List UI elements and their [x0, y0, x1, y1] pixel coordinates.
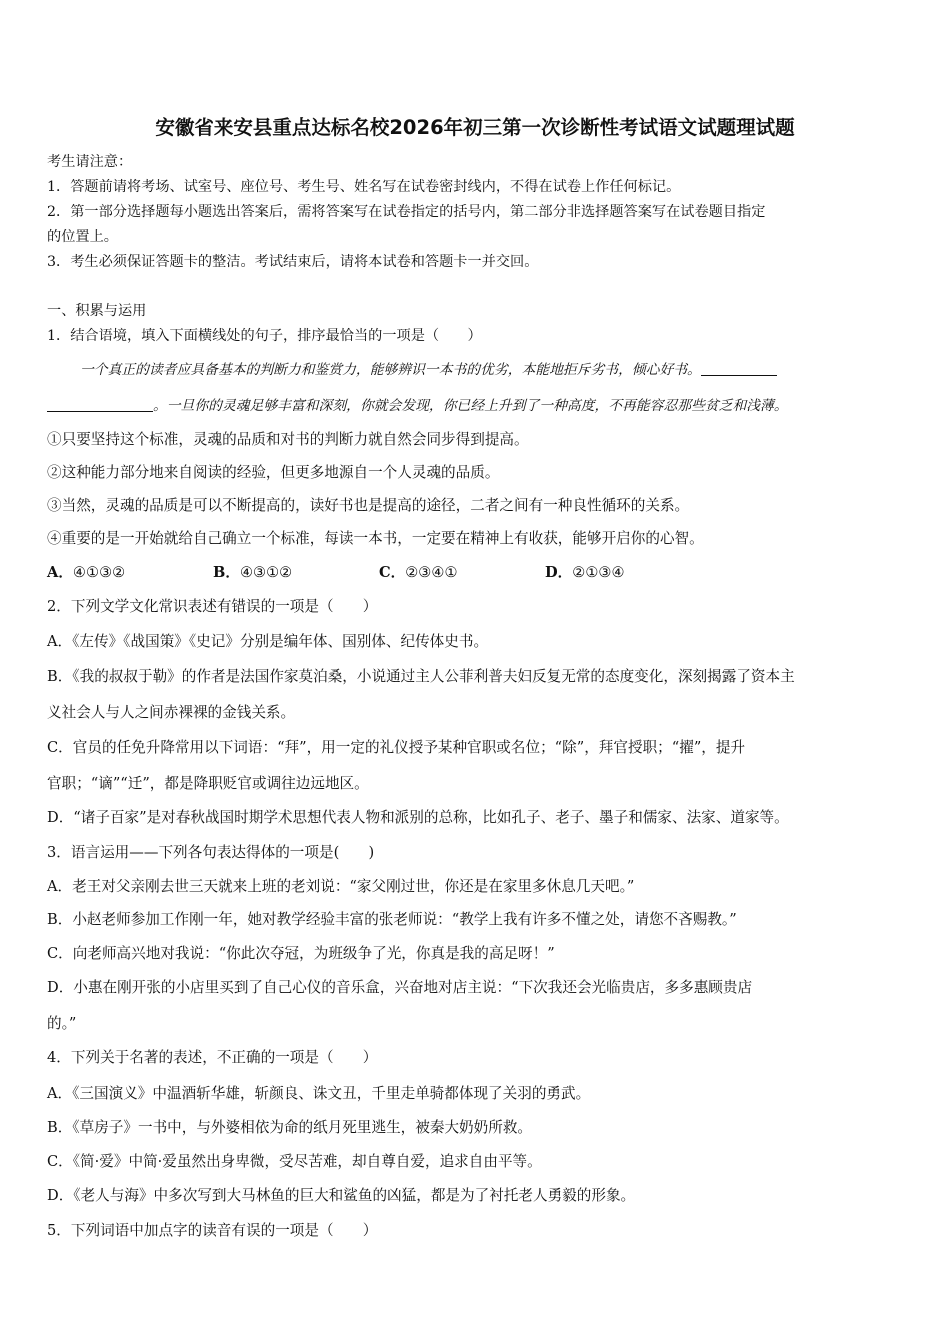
q1-option-a[interactable]: A．④①③② — [47, 564, 126, 581]
q1-option-d[interactable]: D．②①③④ — [545, 564, 625, 581]
q1-sentence-2: ②这种能力部分地来自阅读的经验，但更多地源自一个人灵魂的品质。 — [47, 464, 500, 481]
q1-sentence-3: ③当然，灵魂的品质是可以不断提高的，读好书也是提高的途径，二者之间有一种良性循环的关系。 — [47, 497, 690, 514]
q1-passage-text-b: 。一旦你的灵魂足够丰富和深刻，你就会发现，你已经上升到了一种高度，不再能容忍那些贫乏和浅薄。 — [153, 398, 788, 414]
q2-option-c-cont: 官职；“谪”“迁”，都是降职贬官或调往边远地区。 — [47, 775, 369, 792]
q2-option-d[interactable]: D．“诸子百家”是对春秋战国时期学术思想代表人物和派别的总称，比如孔子、老子、墨子和儒家、法家、道家等。 — [47, 809, 789, 826]
q3-option-a[interactable]: A．老王对父亲刚去世三天就来上班的老刘说：“家父刚过世，你还是在家里多休息几天吧。” — [47, 878, 635, 895]
q3-option-b[interactable]: B．小赵老师参加工作刚一年，她对教学经验丰富的张老师说：“教学上我有许多不懂之处，请您不吝赐教。” — [47, 911, 737, 928]
q1-option-b[interactable]: B．④③①② — [213, 564, 293, 581]
q3-stem: 3．语言运用——下列各句表达得体的一项是( ) — [47, 844, 375, 861]
notice-item-2-cont: 的位置上。 — [47, 229, 118, 245]
q4-option-d[interactable]: D．《老人与海》中多次写到大马林鱼的巨大和鲨鱼的凶猛，都是为了衬托老人勇毅的形象。 — [47, 1187, 636, 1204]
q1-sentence-1: ①只要坚持这个标准，灵魂的品质和对书的判断力就自然会同步得到提高。 — [47, 431, 529, 448]
q2-option-b[interactable]: B．《我的叔叔于勒》的作者是法国作家莫泊桑，小说通过主人公菲利普夫妇反复无常的态度变化，深刻揭露了资本主 — [47, 668, 795, 685]
notice-item-3: 3．考生必须保证答题卡的整洁。考试结束后，请将本试卷和答题卡一并交回。 — [47, 254, 539, 270]
notice-item-2: 2．第一部分选择题每小题选出答案后，需将答案写在试卷指定的括号内，第二部分非选择题答案写在试卷题目指定 — [47, 204, 766, 220]
q2-option-a[interactable]: A．《左传》《战国策》《史记》分别是编年体、国别体、纪传体史书。 — [47, 633, 489, 650]
q1-passage-line-1 — [80, 360, 777, 380]
q4-stem: 4．下列关于名著的表述，不正确的一项是（ ） — [47, 1049, 378, 1066]
q5-stem: 5．下列词语中加点字的读音有误的一项是（ ） — [47, 1222, 378, 1239]
q1-passage-line-2 — [47, 396, 788, 416]
section-heading: 一、积累与运用 — [47, 303, 147, 319]
q1-answer-blank-cont[interactable] — [47, 397, 153, 412]
q4-option-b[interactable]: B．《草房子》一书中，与外婆相依为命的纸月死里逃生，被秦大奶奶所救。 — [47, 1119, 533, 1136]
q1-stem: 1．结合语境，填入下面横线处的句子，排序最恰当的一项是（ ） — [47, 328, 482, 344]
q3-option-d-cont: 的。” — [47, 1015, 77, 1032]
q3-option-c[interactable]: C．向老师高兴地对我说：“你此次夺冠，为班级争了光，你真是我的高足呀！” — [47, 945, 555, 962]
q1-sentence-4: ④重要的是一开始就给自己确立一个标准，每读一本书，一定要在精神上有收获，能够开启你的心智。 — [47, 530, 704, 547]
q1-passage-text-a: 一个真正的读者应具备基本的判断力和鉴赏力，能够辨识一本书的优劣，本能地拒斥劣书，倾心好书。 — [80, 362, 701, 378]
notice-heading: 考生请注意： — [47, 154, 133, 170]
exam-title: 安徽省来安县重点达标名校2026年初三第一次诊断性考试语文试题理试题 — [155, 116, 795, 139]
q3-option-d[interactable]: D．小惠在刚开张的小店里买到了自己心仪的音乐盒，兴奋地对店主说：“下次我还会光临贵店，多多惠顾贵店 — [47, 979, 753, 996]
q1-answer-blank[interactable] — [701, 361, 777, 376]
q2-option-c[interactable]: C．官员的任免升降常用以下词语：“拜”，用一定的礼仪授予某种官职或名位；“除”，拜官授职；“擢”，提升 — [47, 739, 746, 756]
q4-option-c[interactable]: C．《简·爱》中简·爱虽然出身卑微，受尽苦难，却自尊自爱，追求自由平等。 — [47, 1153, 542, 1170]
notice-item-1: 1．答题前请将考场、试室号、座位号、考生号、姓名写在试卷密封线内，不得在试卷上作任何标记。 — [47, 179, 681, 195]
q2-option-b-cont: 义社会人与人之间赤裸裸的金钱关系。 — [47, 704, 296, 721]
q1-option-c[interactable]: C．②③④① — [379, 564, 458, 581]
q4-option-a[interactable]: A．《三国演义》中温酒斩华雄，斩颜良、诛文丑，千里走单骑都体现了关羽的勇武。 — [47, 1085, 591, 1102]
q1-options — [47, 563, 711, 583]
q2-stem: 2．下列文学文化常识表述有错误的一项是（ ） — [47, 598, 378, 615]
